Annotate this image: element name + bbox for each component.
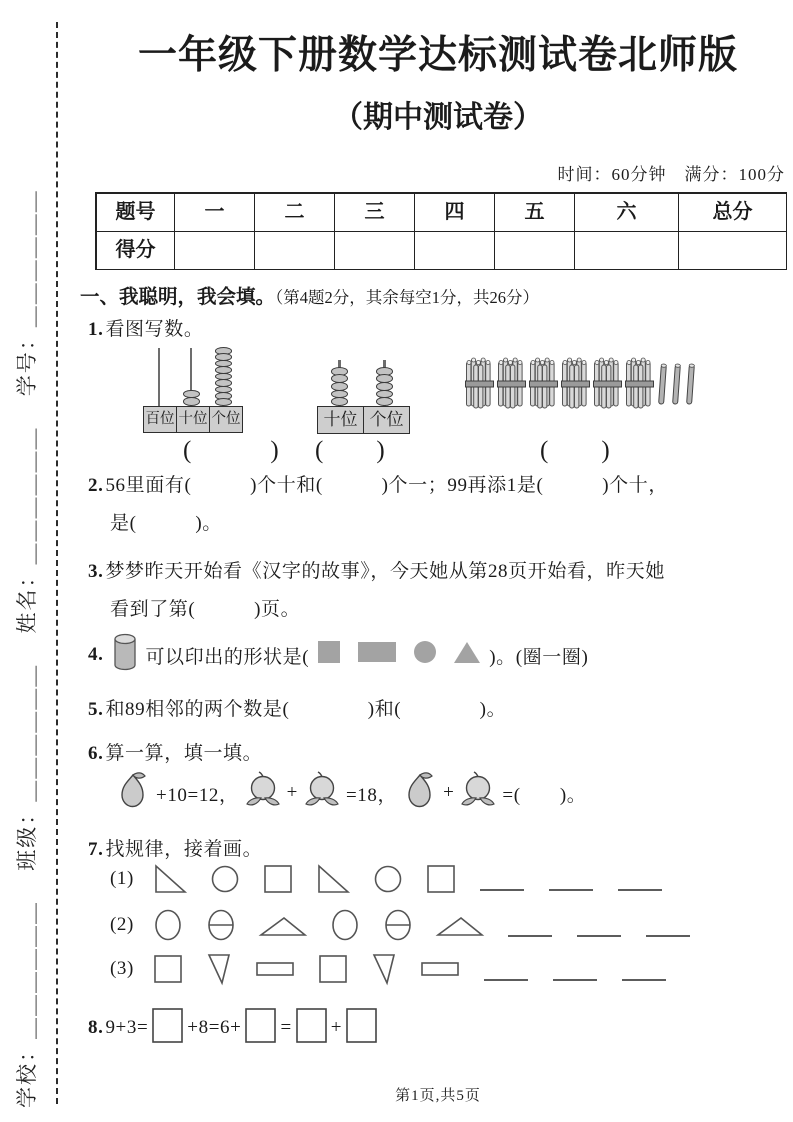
stick-bundle [561,356,590,412]
answer-box-shape [151,1007,184,1044]
abacus-rod [175,348,207,406]
question-2-line1 [88,470,668,497]
score-table-header-cell: 四 [415,194,495,232]
pear-icon [110,769,156,817]
answer-blank: ( ) [540,437,611,464]
tri-bl-shape [152,863,188,895]
section-title: 一、我聪明，我会填。 [80,287,276,308]
question-number: 1. [88,319,104,340]
question-6-label [88,738,262,765]
place-value-label: 十位 [318,407,364,433]
single-stick [683,361,697,408]
score-table-empty-cell [575,232,679,270]
blank-shape [644,909,692,941]
pattern-shapes [152,907,692,943]
abacus-bead [183,397,200,406]
question-text: 看到了第( )页。 [110,599,301,620]
score-table-header-cell: 五 [495,194,575,232]
peach-shape [244,770,282,810]
blank-shape [575,909,623,941]
equation-text: =( )。 [502,784,587,806]
answer-box [342,1007,381,1050]
score-table-empty-cell [679,232,787,270]
circle-line-shape [382,907,414,943]
flag-shape [370,952,398,986]
equation-text: +10=12， [156,784,239,806]
circle-shape [209,863,241,895]
flag-shape [205,952,233,986]
score-table-header-cell: 总分 [679,194,787,232]
ellipse-shape [152,907,184,943]
score-table-header-cell: 题号 [97,194,175,232]
stick-bundle [497,356,526,412]
equation-text: + [286,782,298,803]
question-number: 3. [88,561,104,582]
cylinder-shape [112,632,138,672]
equation-text: +8=6+ [187,1017,242,1038]
score-table-header-cell: 六 [575,194,679,232]
blank-shape [506,909,554,941]
place-value-label: 百位 [144,407,177,432]
peach-icon [239,770,287,816]
seal-dashed-line [56,22,58,1104]
blank-shape [551,953,599,985]
abacus-rod [207,348,239,406]
cylinder-stamp-figure [105,632,145,678]
question-3-line1 [88,556,665,583]
time-score-info: 时间：60分钟 满分：100分 [557,165,785,184]
equation-text: + [330,1017,343,1038]
stick-bundle [625,356,654,412]
abacus-rod [143,348,175,406]
question-text: 56里面有( )个十和( )个一；99再添1是( )个十， [105,475,668,496]
pattern-row-1 [88,858,664,900]
tri-wide-shape [435,910,485,940]
score-table-header-cell: 三 [335,194,415,232]
question-text: 算一算，填一填。 [105,743,263,764]
question-number: 7. [88,839,104,860]
answer-box-shape [345,1007,378,1044]
question-8 [88,1006,381,1050]
pear-shape [115,769,151,811]
question-text: 可以印出的形状是( [145,646,310,668]
abacus-bead [376,397,393,406]
question-number: 4. [88,644,104,665]
paper-title: 一年级下册数学达标测试卷北师版 [137,34,738,77]
peach-icon [298,770,346,816]
question-text: )。(圈一圈) [489,646,589,668]
question-1-label [88,314,203,341]
equation-text: = [280,1017,292,1038]
score-table [95,192,787,270]
score-table-empty-cell [495,232,575,270]
question-text: 找规律，接着画。 [105,839,263,860]
square-gray-shape [316,639,342,665]
answer-box [292,1007,331,1050]
score-table-score-label: 得分 [97,232,175,270]
blank-shape [547,863,595,895]
stick-bundles-figure [465,356,696,412]
triangle-gray-shape [452,639,482,665]
square-shape [425,863,457,895]
blank-shape [478,863,526,895]
peach-icon [454,770,502,816]
score-table-empty-cell [335,232,415,270]
page-number: 第1页,共5页 [395,1088,481,1104]
question-text: 和89相邻的两个数是( )和( )。 [105,699,507,720]
abacus-rod [317,360,362,406]
pattern-shapes [152,863,664,895]
pear-icon [397,769,443,817]
tri-bl-shape [315,863,351,895]
abacus-hundreds-tens-ones [143,348,243,433]
circle-gray-shape [412,639,438,665]
question-text: 梦梦昨天开始看《汉字的故事》，今天她从第28页开始看，昨天她 [105,561,665,582]
abacus-bead [215,398,232,406]
pattern-row-number: (3) [110,958,134,979]
answer-box-shape [244,1007,277,1044]
rect-gray-shape [356,639,398,665]
question-5 [88,694,506,721]
place-value-label: 十位 [177,407,210,432]
pattern-row-number: (2) [110,914,134,935]
question-number: 8. [88,1017,104,1038]
seal-student-info-labels: 学校：＿＿＿＿＿＿ 班级：＿＿＿＿＿＿ 姓名：＿＿＿＿＿＿ 学号：＿＿＿＿＿＿ [15,189,39,1108]
pattern-row-2 [88,904,692,946]
question-text: 看图写数。 [105,319,204,340]
score-table-empty-cell [415,232,495,270]
blank-shape [620,953,668,985]
section-one-heading [80,281,539,309]
question-3-line2 [88,594,300,621]
equation-text: =18， [345,784,398,806]
blank-shape [616,863,664,895]
question-number: 5. [88,699,104,720]
question-number: 2. [88,475,104,496]
question-4 [88,634,588,676]
peach-shape [459,770,497,810]
equation-text: 9+3= [105,1017,149,1038]
blank-shape [482,953,530,985]
equation-text: + [443,782,455,803]
abacus-tens-ones [317,360,410,434]
circle-shape [372,863,404,895]
answer-blank: ( ) [315,437,386,464]
score-table-header-cell: 二 [255,194,335,232]
pear-shape [402,769,438,811]
question-text: 是( )。 [110,513,222,534]
square-shape [317,953,349,985]
single-stick [655,361,669,408]
score-table-empty-cell [255,232,335,270]
answer-box [148,1007,187,1050]
tri-wide-shape [258,910,308,940]
question-2-line2 [88,508,222,535]
paper-subtitle: （期中测试卷） [333,101,543,134]
score-table-header-cell: 一 [175,194,255,232]
section-note: （第4题2分，其余每空1分，共26分） [275,288,540,307]
stick-bundle [465,356,494,412]
score-table-empty-cell [175,232,255,270]
circle-line-shape [205,907,237,943]
pattern-row-number: (1) [110,868,134,889]
question-6-equation [88,770,586,816]
pattern-shapes [152,952,668,986]
question-number: 6. [88,743,104,764]
rect-thin-shape [419,954,461,984]
answer-box [241,1007,280,1050]
abacus-rod [362,360,407,406]
square-shape [152,953,184,985]
single-stick [669,361,683,408]
shape-options [309,639,489,671]
stick-bundle [529,356,558,412]
question-7-label [88,834,262,861]
abacus-bead [331,397,348,406]
stick-bundle [593,356,622,412]
ellipse-shape [329,907,361,943]
square-shape [262,863,294,895]
place-value-label: 个位 [211,411,241,427]
place-value-label: 个位 [369,410,404,429]
answer-box-shape [295,1007,328,1044]
rect-thin-shape [254,954,296,984]
peach-shape [303,770,341,810]
answer-blank: ( ) [183,437,280,464]
pattern-row-3 [88,948,668,990]
